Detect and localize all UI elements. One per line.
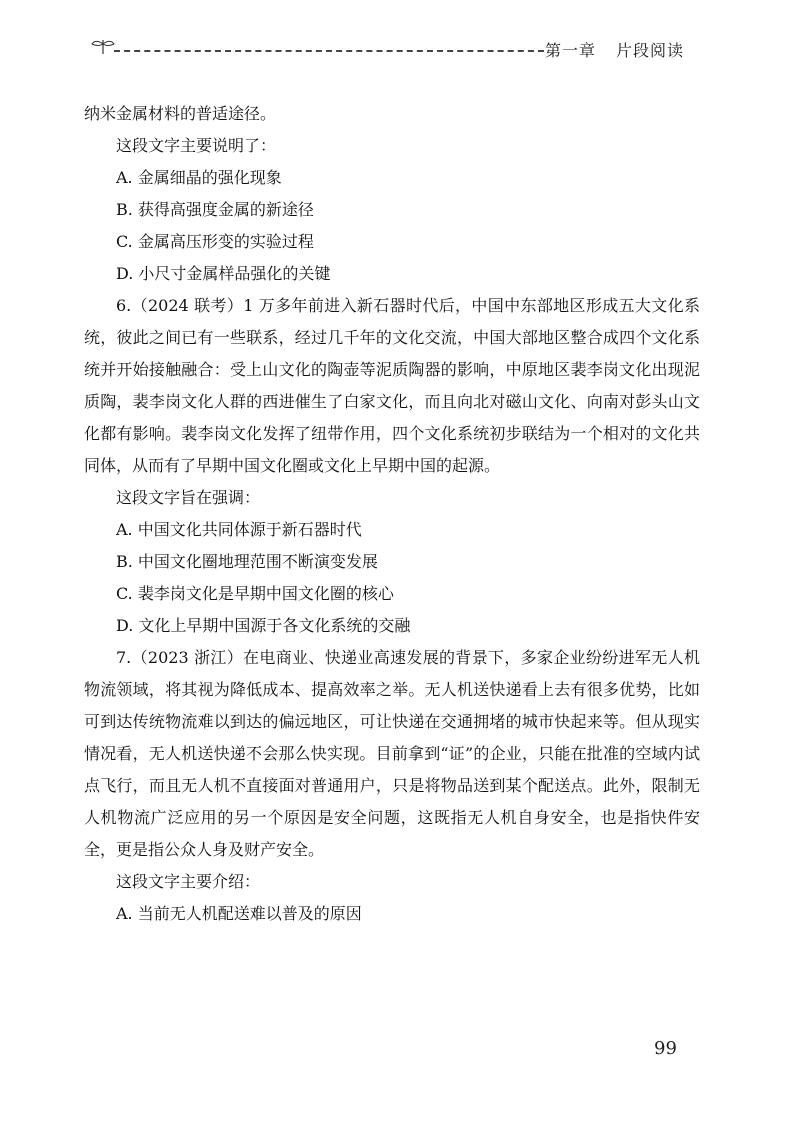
header-section: 片段阅读 xyxy=(615,41,684,60)
q7-option-a: A. 当前无人机配送难以普及的原因 xyxy=(116,904,362,923)
q6-option-c: C. 裴李岗文化是早期中国文化圈的核心 xyxy=(116,584,394,603)
q7-passage: 7.（2023 浙江）在电商业、快递业高速发展的背景下，多家企业纷纷进军无人机物流领域，将其视为降低成本、提高效率之举。无人机送快递看上去有很多优势，比如可到达传统物流难以到达的偏远地区，可让快递在交通拥堵的城市快起来等。但从现实情况看，无人机送快递不会那么快实现。目前拿到“证”的企业，只能在批准的空域内试点飞行，而且无人机不直接面对普通用户，只是将物品送到某个配送点。此外，限制无人机物流广泛应用的另一个原因是安全问题，这既指无人机自身安全，也是指快件安全，更是指公众人身及财产安全。 xyxy=(84,648,700,859)
header-chapter-title xyxy=(545,38,684,61)
q6-option-d: D. 文化上早期中国源于各文化系统的交融 xyxy=(116,616,411,635)
q6-option-b: B. 中国文化圈地理范围不断演变发展 xyxy=(116,552,378,571)
q5-option-d: D. 小尺寸金属样品强化的关键 xyxy=(116,264,331,283)
q5-option-b: B. 获得高强度金属的新途径 xyxy=(116,200,314,219)
leaf-ornament-icon xyxy=(90,36,116,56)
q7-prompt: 这段文字主要介绍： xyxy=(116,872,261,891)
running-header xyxy=(86,36,686,66)
q5-prompt: 这段文字主要说明了： xyxy=(116,136,277,155)
page-number: 99 xyxy=(654,1038,677,1059)
q6-passage: 6.（2024 联考）1 万多年前进入新石器时代后，中国中东部地区形成五大文化系统，彼此之间已有一些联系，经过几千年的文化交流，中国大部地区整合成四个文化系统并开始接触融合：受上山文化的陶壶等泥质陶器的影响，中原地区裴李岗文化出现泥质陶，裴李岗文化人群的西进催生了白家文化，而且向北对磁山文化、向南对彭头山文化都有影响。裴李岗文化发挥了纽带作用，四个文化系统初步联结为一个相对的文化共同体，从而有了早期中国文化圈或文化上早期中国的起源。 xyxy=(84,296,700,475)
q6-option-a: A. 中国文化共同体源于新石器时代 xyxy=(116,520,362,539)
q6-prompt: 这段文字旨在强调： xyxy=(116,488,261,507)
page-body xyxy=(84,98,700,930)
header-dashed-rule xyxy=(114,50,544,52)
q5-option-a: A. 金属细晶的强化现象 xyxy=(116,168,282,187)
header-chapter: 第一章 xyxy=(544,41,596,60)
continued-sentence: 纳米金属材料的普适途径。 xyxy=(84,104,277,123)
q5-option-c: C. 金属高压形变的实验过程 xyxy=(116,232,314,251)
